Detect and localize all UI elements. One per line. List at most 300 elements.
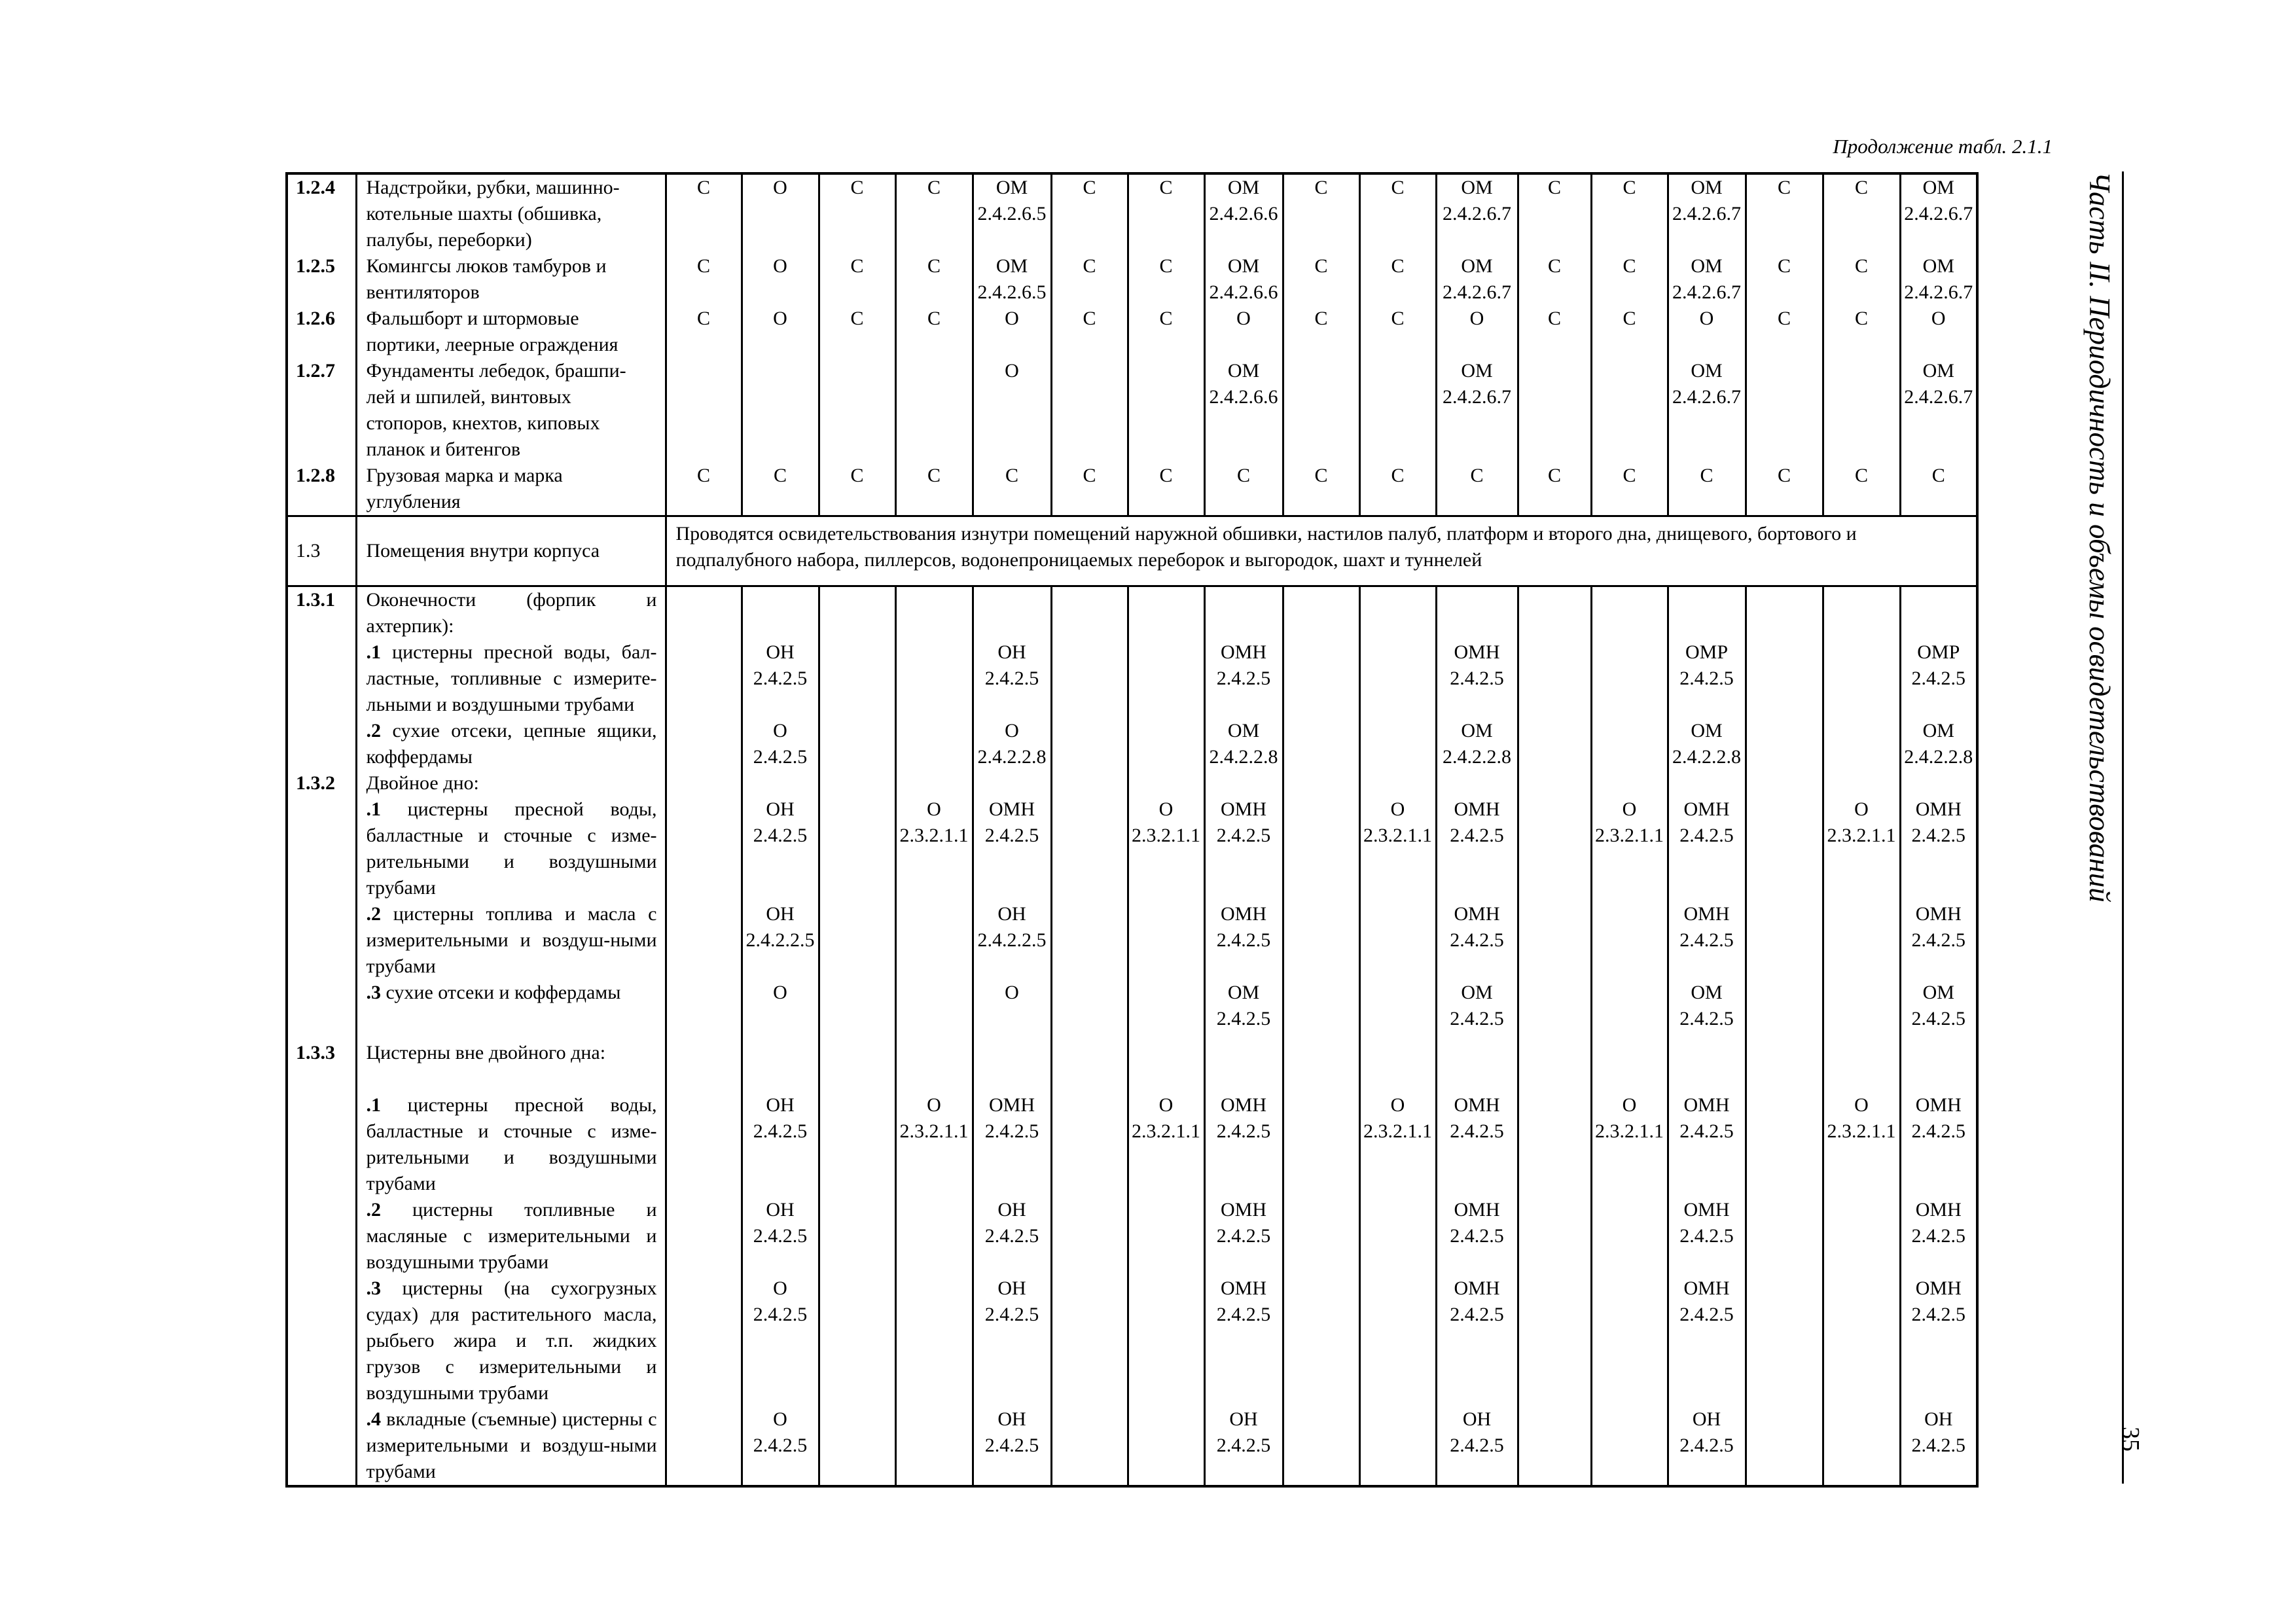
survey-cell [1518, 173, 1591, 253]
survey-cell [973, 718, 1051, 770]
rule-ref: 2.4.2.5 [1450, 1120, 1504, 1142]
survey-code: ОН [997, 903, 1026, 925]
survey-cell [1668, 1092, 1746, 1197]
rule-ref: 2.4.2.5 [984, 825, 1039, 846]
item-text: вкладные (съемные) цистерны с измерительными и воздуш-ными трубами [366, 1408, 657, 1482]
survey-cell [1051, 1032, 1128, 1040]
item-text: цистерны пресной воды, бал-ластные, топливные с измерите-льными и воздушными трубами [366, 641, 657, 715]
survey-cell [1668, 718, 1746, 770]
survey-code: С [1391, 308, 1405, 329]
item-number-empty [287, 639, 356, 718]
item-number-empty [287, 1197, 356, 1275]
survey-cell [1900, 586, 1977, 640]
survey-cell [1746, 1197, 1823, 1275]
survey-code: С [1777, 465, 1791, 486]
survey-cell [1746, 173, 1823, 253]
survey-cell [1900, 796, 1977, 901]
rule-ref: 2.4.2.6.7 [1443, 203, 1511, 224]
table-row [287, 1092, 1977, 1197]
survey-cell [1591, 253, 1668, 306]
survey-cell [1591, 770, 1668, 796]
item-index: .4 [366, 1408, 381, 1430]
table-row [287, 463, 1977, 516]
survey-code: О [1390, 798, 1405, 820]
survey-cell [1668, 796, 1746, 901]
survey-cell [1591, 1406, 1668, 1486]
block-heading: Оконечности (форпик и ахтерпик): [356, 586, 666, 640]
rule-ref: 2.4.2.5 [1679, 668, 1734, 689]
survey-cell [1204, 639, 1283, 718]
survey-code: ОМ [1691, 255, 1723, 277]
survey-cell [1204, 1275, 1283, 1406]
survey-cell [1283, 980, 1359, 1032]
survey-table [285, 172, 1979, 1488]
survey-cell [895, 1406, 973, 1486]
survey-cell [1823, 253, 1900, 306]
survey-cell [1518, 901, 1591, 980]
item-title [356, 639, 666, 718]
row-title-line: Фундаменты лебедок, брашпи- [366, 360, 626, 382]
survey-cell [666, 1406, 742, 1486]
survey-cell [1746, 718, 1823, 770]
rule-ref: 2.4.2.5 [1911, 825, 1965, 846]
survey-cell [1051, 463, 1128, 516]
survey-cell [1283, 358, 1359, 463]
rule-ref: 2.4.2.5 [1911, 929, 1965, 951]
survey-cell [1283, 1040, 1359, 1092]
row-number: 1.2.8 [287, 463, 356, 516]
survey-cell [1436, 901, 1518, 980]
survey-cell [895, 639, 973, 718]
rule-ref: 2.4.2.5 [1911, 1304, 1965, 1325]
survey-cell [1204, 586, 1283, 640]
survey-cell [819, 901, 895, 980]
survey-cell [1900, 306, 1977, 358]
survey-code: ОМ [1461, 720, 1493, 741]
survey-cell [666, 796, 742, 901]
item-text: сухие отсеки и коффердамы [386, 982, 621, 1003]
survey-cell [1823, 718, 1900, 770]
survey-cell [1900, 770, 1977, 796]
block-number: 1.3.2 [287, 770, 356, 796]
survey-code: ОМН [1454, 1094, 1500, 1116]
row-title [356, 306, 666, 358]
survey-cell [973, 1040, 1051, 1092]
row-number: 1.2.6 [287, 306, 356, 358]
survey-cell [819, 463, 895, 516]
survey-code: С [1391, 177, 1405, 198]
row-title-line: портики, леерные ограждения [366, 334, 619, 355]
survey-cell [895, 306, 973, 358]
survey-cell [1128, 770, 1204, 796]
survey-cell [1591, 463, 1668, 516]
survey-code: ОН [1692, 1408, 1721, 1430]
item-title [356, 1275, 666, 1406]
survey-cell [1051, 1040, 1128, 1092]
item-text: цистерны топливные и масляные с измерительными и воздушными трубами [366, 1199, 657, 1273]
survey-cell [1668, 980, 1746, 1032]
survey-code: ОМН [1220, 798, 1266, 820]
survey-cell [1283, 770, 1359, 796]
rule-ref: 2.4.2.5 [984, 1225, 1039, 1247]
rule-ref: 2.4.2.6.7 [1904, 203, 1973, 224]
survey-cell [895, 358, 973, 463]
survey-code: ОН [766, 903, 795, 925]
survey-code: ОМ [1691, 177, 1723, 198]
survey-code: ОМ [1461, 360, 1493, 382]
survey-code: О [773, 1408, 787, 1430]
survey-cell [1668, 1406, 1746, 1486]
survey-code: С [1159, 465, 1173, 486]
table-row [287, 639, 1977, 718]
survey-code: С [1547, 255, 1561, 277]
survey-code: О [1854, 798, 1869, 820]
survey-cell [1204, 1197, 1283, 1275]
item-number-empty [287, 1406, 356, 1486]
row-title-line: котельные шахты (обшивка, [366, 203, 602, 224]
survey-code: С [1083, 177, 1096, 198]
survey-cell [819, 770, 895, 796]
survey-cell [1359, 718, 1436, 770]
survey-code: О [773, 982, 787, 1003]
rule-ref: 2.3.2.1.1 [1595, 825, 1664, 846]
survey-cell [1128, 639, 1204, 718]
survey-code: ОМН [1220, 903, 1266, 925]
survey-cell [1283, 718, 1359, 770]
survey-cell [666, 718, 742, 770]
survey-cell [819, 358, 895, 463]
survey-cell [1518, 796, 1591, 901]
survey-cell [1436, 463, 1518, 516]
survey-cell [1204, 770, 1283, 796]
survey-code: ОМ [1922, 255, 1954, 277]
survey-cell [742, 796, 819, 901]
rule-ref: 2.4.2.5 [1679, 1304, 1734, 1325]
survey-cell [895, 253, 973, 306]
rule-ref: 2.4.2.5 [753, 1225, 808, 1247]
survey-cell [1128, 980, 1204, 1032]
survey-cell [742, 1040, 819, 1092]
survey-cell [742, 253, 819, 306]
survey-cell [1900, 1040, 1977, 1092]
survey-cell [666, 253, 742, 306]
survey-cell [666, 1040, 742, 1092]
rule-ref: 2.4.2.5 [984, 668, 1039, 689]
survey-cell [973, 358, 1051, 463]
block-number: 1.3.3 [287, 1040, 356, 1092]
survey-cell [895, 718, 973, 770]
survey-code: С [1547, 177, 1561, 198]
survey-cell [1823, 463, 1900, 516]
rule-ref: 2.3.2.1.1 [1363, 825, 1432, 846]
survey-cell [1591, 901, 1668, 980]
rule-ref: 2.4.2.5 [1450, 1304, 1504, 1325]
survey-code: ОМ [1227, 360, 1260, 382]
survey-cell [1823, 796, 1900, 901]
survey-code: ОМН [1683, 1277, 1730, 1299]
survey-cell [1518, 463, 1591, 516]
survey-cell [819, 980, 895, 1032]
survey-cell [1359, 770, 1436, 796]
rule-ref: 2.3.2.1.1 [1827, 825, 1896, 846]
survey-code: О [1699, 308, 1714, 329]
rule-ref: 2.4.2.6.6 [1209, 203, 1278, 224]
survey-code: С [696, 308, 710, 329]
row-number: 1.2.5 [287, 253, 356, 306]
survey-cell [1591, 796, 1668, 901]
survey-cell [1204, 796, 1283, 901]
survey-cell [819, 639, 895, 718]
survey-code: О [1854, 1094, 1869, 1116]
survey-cell [895, 1275, 973, 1406]
rule-ref: 2.4.2.6.7 [1672, 386, 1741, 408]
row-title-line: Надстройки, рубки, машинно- [366, 177, 620, 198]
survey-cell [1591, 173, 1668, 253]
row-title-line: планок и битенгов [366, 438, 521, 460]
survey-cell [819, 253, 895, 306]
survey-cell [1051, 770, 1128, 796]
survey-cell [1051, 306, 1128, 358]
survey-cell [819, 586, 895, 640]
rule-ref: 2.3.2.1.1 [1827, 1120, 1896, 1142]
rule-ref: 2.4.2.5 [1216, 1120, 1271, 1142]
rule-ref: 2.4.2.5 [984, 1304, 1039, 1325]
survey-cell [1746, 639, 1823, 718]
survey-code: ОМР [1685, 641, 1729, 663]
survey-cell [1823, 586, 1900, 640]
table-row [287, 253, 1977, 306]
rule-ref: 2.4.2.5 [1679, 1225, 1734, 1247]
survey-cell [1128, 1275, 1204, 1406]
item-title [356, 901, 666, 980]
survey-code: ОМ [1227, 255, 1260, 277]
survey-code: С [927, 177, 941, 198]
survey-code: ОМ [1461, 177, 1493, 198]
survey-cell [1359, 1040, 1436, 1092]
survey-cell [742, 1406, 819, 1486]
survey-cell [1051, 639, 1128, 718]
item-number-empty [287, 1092, 356, 1197]
rule-ref: 2.4.2.6.7 [1672, 281, 1741, 303]
rule-ref: 2.4.2.5 [1450, 1008, 1504, 1029]
item-index: .2 [366, 720, 381, 741]
survey-cell [742, 306, 819, 358]
survey-code: ОМН [1683, 903, 1730, 925]
survey-cell [666, 306, 742, 358]
survey-cell [1900, 980, 1977, 1032]
block-heading-row [287, 1040, 1977, 1092]
survey-code: ОМН [1454, 641, 1500, 663]
rule-ref: 2.4.2.2.5 [977, 929, 1047, 951]
survey-cell [1518, 1275, 1591, 1406]
survey-code: ОН [766, 798, 795, 820]
survey-code: О [1236, 308, 1251, 329]
survey-cell [1518, 306, 1591, 358]
survey-cell [1436, 1275, 1518, 1406]
survey-cell [1051, 1275, 1128, 1406]
survey-cell [1591, 1092, 1668, 1197]
survey-cell [1359, 901, 1436, 980]
survey-code: ОН [1462, 1408, 1492, 1430]
survey-cell [895, 1197, 973, 1275]
survey-cell [1668, 586, 1746, 640]
survey-cell [1436, 1406, 1518, 1486]
survey-cell [1283, 463, 1359, 516]
survey-cell [742, 980, 819, 1032]
survey-cell [1436, 586, 1518, 640]
survey-cell [1204, 253, 1283, 306]
survey-code: ОМН [1454, 1199, 1500, 1221]
survey-cell [1746, 306, 1823, 358]
survey-cell [1668, 306, 1746, 358]
survey-code: О [1158, 1094, 1174, 1116]
rule-ref: 2.4.2.2.8 [1443, 746, 1511, 768]
item-text: цистерны пресной воды, балластные и сточные с изме-рительными и воздушными трубами [366, 798, 657, 899]
survey-cell [1746, 1040, 1823, 1092]
survey-cell [1128, 796, 1204, 901]
survey-cell [1128, 306, 1204, 358]
survey-cell [1436, 1032, 1518, 1040]
rule-ref: 2.4.2.5 [1216, 929, 1271, 951]
survey-cell [1900, 1275, 1977, 1406]
survey-cell [1900, 639, 1977, 718]
survey-cell [973, 586, 1051, 640]
survey-cell [1436, 796, 1518, 901]
survey-code: ОМ [996, 177, 1028, 198]
survey-cell [666, 770, 742, 796]
rule-ref: 2.4.2.5 [1911, 1120, 1965, 1142]
survey-cell [1436, 358, 1518, 463]
survey-cell [1051, 796, 1128, 901]
survey-cell [1204, 1040, 1283, 1092]
survey-cell [819, 1406, 895, 1486]
rule-ref: 2.4.2.6.5 [977, 203, 1047, 224]
row-number: 1.2.4 [287, 173, 356, 253]
rule-ref: 2.3.2.1.1 [1132, 1120, 1200, 1142]
survey-cell [1051, 980, 1128, 1032]
table-row [287, 1406, 1977, 1486]
survey-cell [973, 1406, 1051, 1486]
survey-code: ОМ [1922, 720, 1954, 741]
survey-code: ОМН [1454, 798, 1500, 820]
survey-code: О [1005, 360, 1019, 382]
table-body [287, 173, 1977, 1486]
block-heading-row [287, 586, 1977, 640]
survey-cell [1359, 639, 1436, 718]
survey-code: ОН [1924, 1408, 1953, 1430]
table-row [287, 306, 1977, 358]
survey-code: С [1159, 308, 1173, 329]
survey-cell [895, 173, 973, 253]
survey-cell [1518, 1092, 1591, 1197]
rule-ref: 2.4.2.6.7 [1904, 386, 1973, 408]
survey-cell [1283, 173, 1359, 253]
survey-cell [1668, 1032, 1746, 1040]
survey-cell [666, 463, 742, 516]
rule-ref: 2.4.2.5 [753, 1304, 808, 1325]
survey-cell [1668, 1197, 1746, 1275]
survey-cell [666, 1032, 742, 1040]
rule-ref: 2.4.2.5 [753, 1435, 808, 1456]
rule-ref: 2.4.2.5 [1450, 825, 1504, 846]
survey-cell [742, 173, 819, 253]
survey-code: ОМ [1922, 982, 1954, 1003]
survey-code: С [1623, 308, 1636, 329]
survey-cell [1518, 586, 1591, 640]
survey-code: С [1700, 465, 1713, 486]
rule-ref: 2.3.2.1.1 [899, 1120, 969, 1142]
survey-cell [819, 796, 895, 901]
block-heading: Двойное дно: [356, 770, 666, 796]
survey-cell [742, 1197, 819, 1275]
survey-code: ОН [1229, 1408, 1258, 1430]
survey-cell [1823, 1032, 1900, 1040]
survey-code: О [773, 720, 787, 741]
survey-cell [1051, 586, 1128, 640]
survey-code: С [1314, 308, 1328, 329]
survey-cell [1359, 463, 1436, 516]
item-number-empty [287, 796, 356, 901]
survey-cell [742, 770, 819, 796]
rule-ref: 2.4.2.5 [1679, 825, 1734, 846]
survey-code: ОМН [1454, 1277, 1500, 1299]
survey-code: ОМН [1915, 1094, 1962, 1116]
survey-code: ОН [997, 1199, 1026, 1221]
survey-cell [1204, 901, 1283, 980]
rule-ref: 2.4.2.5 [1679, 929, 1734, 951]
survey-code: С [1623, 177, 1636, 198]
item-text: цистерны пресной воды, балластные и сточные с изме-рительными и воздушными трубами [366, 1094, 657, 1194]
table-row [287, 173, 1977, 253]
survey-cell [1051, 253, 1128, 306]
survey-code: О [773, 255, 787, 277]
survey-cell [1283, 1197, 1359, 1275]
survey-code: ОМ [1227, 177, 1260, 198]
rule-ref: 2.4.2.5 [1450, 929, 1504, 951]
survey-code: С [850, 255, 864, 277]
survey-code: С [1854, 308, 1868, 329]
survey-cell [1668, 1275, 1746, 1406]
survey-code: С [927, 465, 941, 486]
survey-cell [1436, 1092, 1518, 1197]
survey-code: ОМ [1691, 982, 1723, 1003]
rule-ref: 2.4.2.5 [1216, 1225, 1271, 1247]
survey-code: О [1931, 308, 1946, 329]
survey-cell [1436, 718, 1518, 770]
survey-code: ОМР [1917, 641, 1960, 663]
survey-cell [1283, 306, 1359, 358]
section-note: Проводятся освидетельствования изнутри помещений наружной обшивки, настилов палуб, платформ и второго дна, днищевого, бортового и подпалубного набора, пиллерсов, водонепроницаемых переборок и выгородок, шахт и туннелей [666, 516, 1977, 586]
survey-cell [1128, 173, 1204, 253]
row-title-line: Комингсы люков тамбуров и [366, 255, 607, 277]
survey-cell [1359, 1197, 1436, 1275]
survey-cell [1128, 253, 1204, 306]
survey-code: ОМН [1220, 1199, 1266, 1221]
survey-cell [1283, 1406, 1359, 1486]
survey-code: О [1005, 720, 1019, 741]
survey-cell [1746, 1406, 1823, 1486]
survey-cell [895, 980, 973, 1032]
survey-cell [1436, 306, 1518, 358]
rule-ref: 2.4.2.5 [1216, 1435, 1271, 1456]
block-heading: Цистерны вне двойного дна: [356, 1040, 666, 1092]
section-title: Помещения внутри корпуса [356, 516, 666, 586]
spacer-cell [287, 1032, 356, 1040]
survey-cell [1668, 901, 1746, 980]
survey-cell [895, 770, 973, 796]
rule-ref: 2.4.2.6.6 [1209, 281, 1278, 303]
survey-cell [1591, 586, 1668, 640]
